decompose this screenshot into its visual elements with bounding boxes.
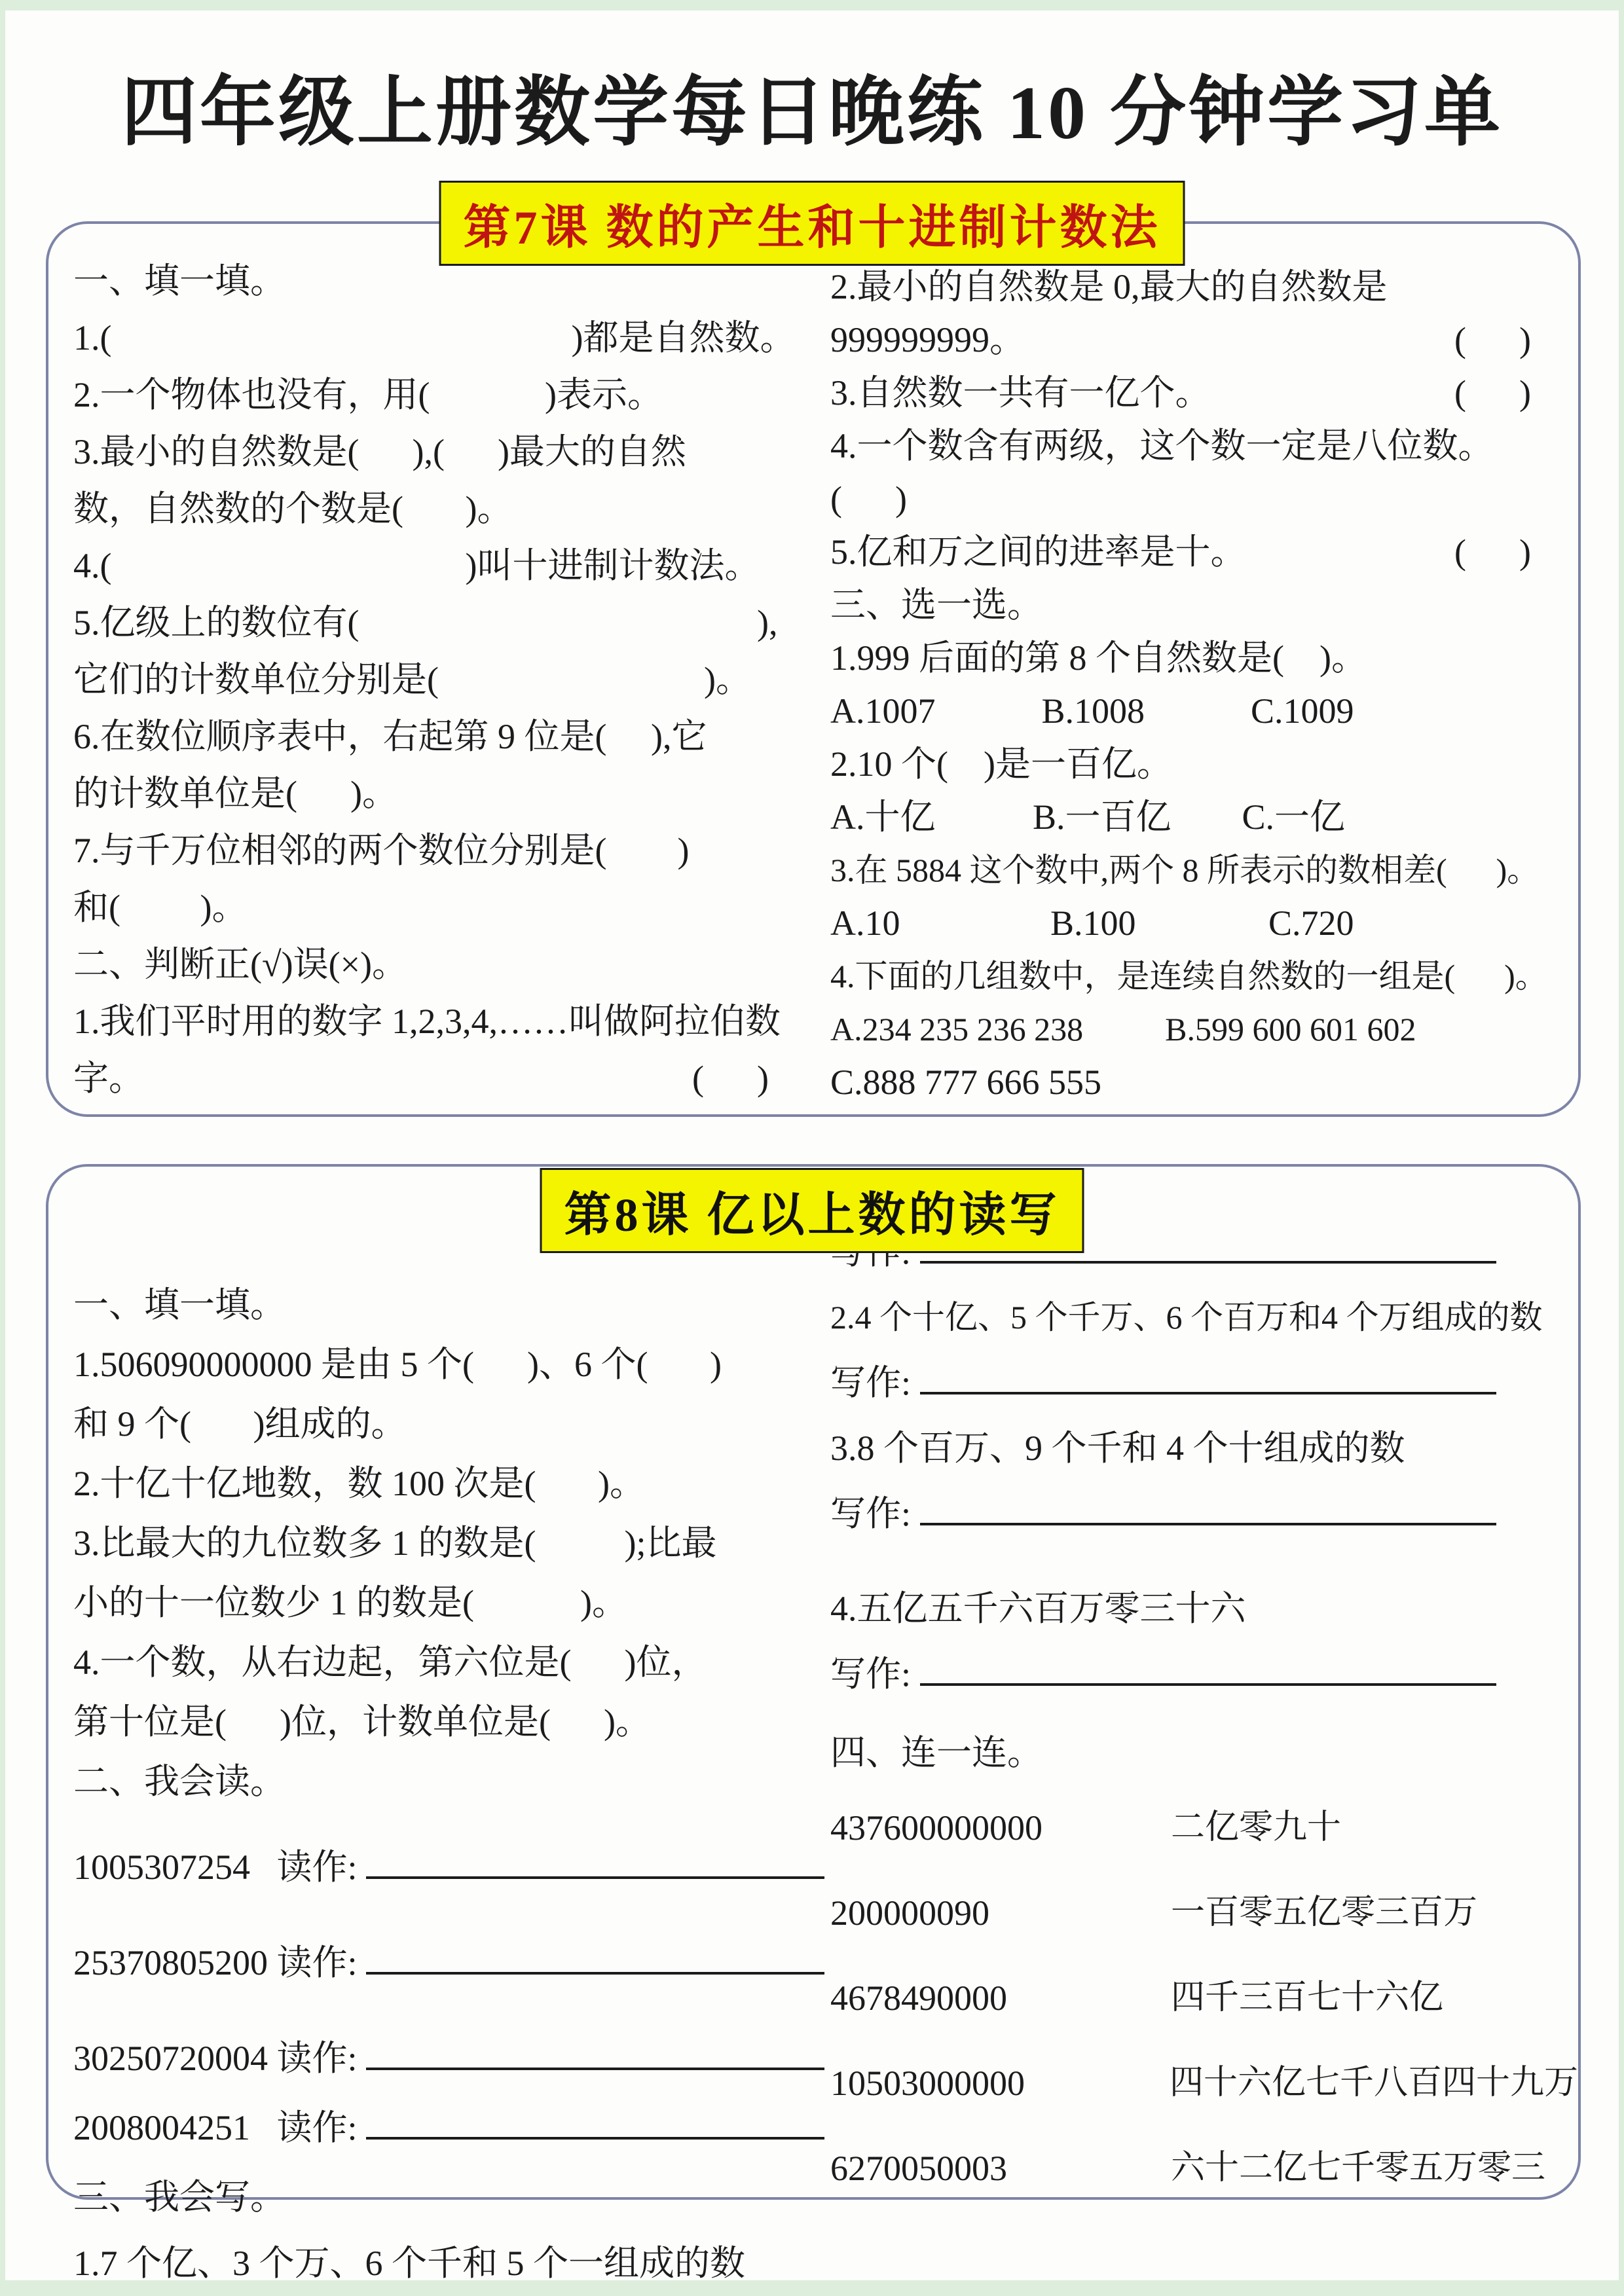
worksheet-line [830,1481,1578,1546]
text-run: 2.4 个十亿、5 个千万、6 个百万和4 个万组成的数 [830,1299,1543,1336]
worksheet-line [830,950,1577,1003]
text-run: 写作: [830,1494,920,1533]
worksheet-line [73,1838,815,1897]
worksheet-line [830,261,1577,314]
worksheet-line [73,2029,815,2088]
text-run: 4.( )叫十进制计数法。 [73,546,760,585]
worksheet-line [73,765,815,822]
text-run: 一、填一填。 [73,1285,286,1324]
answer-blank [366,1846,824,1879]
worksheet-line [830,473,1577,526]
worksheet-line [830,1350,1578,1415]
text-run: 7.与千万位相邻的两个数位分别是( ) [73,831,690,870]
text-run: A.234 235 236 238 B.599 600 601 602 [830,1011,1416,1048]
worksheet-line [73,1394,815,1454]
lesson8-right-column [830,1219,1578,2201]
text-run: 4.一个数含有两级，这个数一定是八位数。 [830,426,1494,465]
worksheet-line [73,538,815,594]
worksheet-line [830,685,1577,738]
text-run: C.888 777 666 555 [830,1063,1102,1102]
text-run: 字。 [73,1059,144,1098]
worksheet-line [73,1275,815,1335]
worksheet-line [73,1692,815,1752]
lesson7-header: 第7课 数的产生和十进制计数法 [439,181,1185,266]
match-number: 6270050003 [830,2149,1007,2188]
match-row [830,1795,1578,1861]
text-run: 小的十一位数少 1 的数是( )。 [73,1583,627,1622]
text-run: A.十亿 B.一百亿 C.一亿 [830,797,1346,837]
text-run: 999999999。 [830,320,1025,359]
lesson8-left-column [73,1275,815,2293]
text-run: 4.一个数，从右边起，第六位是( )位， [73,1643,707,1682]
worksheet-line [73,879,815,936]
text-run: 2008004251 读作: [73,2108,367,2147]
text-run: 5.亿和万之间的进率是十。 [830,532,1246,572]
worksheet-line [73,310,815,367]
text-run: 它们的计数单位分别是( )。 [73,660,751,699]
match-label: 四千三百七十六亿 [1171,1979,1444,2016]
text-run: 一、填一填。 [73,261,286,301]
worksheet-line [73,993,815,1050]
worksheet-line [73,1050,815,1107]
text-run: A.10 B.100 C.720 [830,903,1354,943]
worksheet-line [73,1933,815,1993]
worksheet-line [830,1003,1577,1056]
text-run: 4.五亿五千六百万零三十六 [830,1589,1246,1628]
worksheet-line [73,1335,815,1394]
text-run: 第十位是( )位，计数单位是( )。 [73,1702,651,1741]
worksheet-line [73,481,815,538]
worksheet-line [73,594,815,651]
worksheet-line [73,1514,815,1573]
worksheet-line [830,314,1577,367]
worksheet-line [830,1285,1578,1350]
answer-blank [366,2037,824,2070]
text-run: 1.( )都是自然数。 [73,318,796,357]
text-run: 数，自然数的个数是( )。 [73,489,513,528]
worksheet-line [830,526,1577,579]
text-run: 1.我们平时用的数字 1,2,3,4,……叫做阿拉伯数 [73,1002,781,1041]
match-label: 二亿零九十 [1171,1809,1342,1846]
text-run: 和( )。 [73,888,248,927]
text-run: 2.10 个( )是一百亿。 [830,744,1172,784]
text-run: 1.506090000000 是由 5 个( )、6 个( ) [73,1345,722,1384]
text-run: 25370805200 读作: [73,1943,367,1982]
text-run: 3.在 5884 这个数中,两个 8 所表示的数相差( )。 [830,852,1540,888]
match-row [830,1880,1578,1946]
match-label: 一百零五亿零三百万 [1171,1894,1478,1931]
text-run: 1.999 后面的第 8 个自然数是( )。 [830,638,1367,678]
answer-parens: ( ) [1454,320,1531,359]
worksheet-line [830,632,1577,685]
worksheet-line [73,651,815,708]
text-run: 二、判断正(√)误(×)。 [73,945,408,984]
text-run: 4.下面的几组数中，是连续自然数的一组是( )。 [830,958,1548,994]
text-run: 和 9 个( )组成的。 [73,1404,407,1444]
worksheet-line [830,420,1577,473]
text-run: 5.亿级上的数位有( ), [73,603,778,642]
match-row [830,2050,1578,2116]
worksheet-line [73,2234,815,2293]
text-run: 三、我会写。 [73,2178,286,2217]
worksheet-line [830,844,1577,897]
worksheet-line [73,1633,815,1692]
worksheet-line [73,367,815,424]
match-row [830,1965,1578,2031]
match-row [830,2136,1578,2201]
answer-parens: ( ) [1454,532,1531,572]
worksheet-line [73,1752,815,1812]
text-run: A.1007 B.1008 C.1009 [830,691,1354,731]
lesson7-right-column [830,261,1577,1109]
answer-blank [920,1653,1496,1686]
text-run: 2.一个物体也没有，用( )表示。 [73,375,663,414]
answer-blank [366,1942,824,1975]
worksheet-line [830,1720,1578,1785]
answer-blank [920,1493,1496,1525]
text-run: 写作: [830,1654,920,1694]
text-run: 3.8 个百万、9 个千和 4 个十组成的数 [830,1429,1405,1468]
worksheet-line [830,738,1577,791]
worksheet-line [73,424,815,481]
match-number: 4678490000 [830,1978,1007,2018]
text-run: 3.最小的自然数是( ),( )最大的自然 [73,432,686,471]
text-run: 1005307254 读作: [73,1848,367,1887]
match-label: 四十六亿七千八百四十九万 [1169,2064,1578,2102]
text-run: 3.比最大的九位数多 1 的数是( );比最 [73,1523,717,1563]
worksheet-line [73,822,815,879]
text-run: 30250720004 读作: [73,2039,367,2078]
text-run: 三、选一选。 [830,585,1043,625]
lesson7-left-column [73,253,815,1107]
answer-parens: ( ) [1454,373,1531,412]
text-run: 二、我会读。 [73,1762,286,1801]
worksheet-line [830,791,1577,844]
match-number: 437600000000 [830,1808,1043,1848]
answer-blank [920,1362,1496,1394]
answer-blank [366,2107,824,2140]
worksheet-line [830,367,1577,420]
worksheet-line [73,1454,815,1514]
text-run: 6.在数位顺序表中，右起第 9 位是( ),它 [73,717,707,756]
worksheet-line [73,2168,815,2227]
worksheet-line [830,1641,1578,1707]
match-label: 六十二亿七千零五万零三 [1171,2149,1546,2187]
lesson8-header: 第8课 亿以上数的读写 [540,1168,1084,1253]
text-run: 写作: [830,1363,920,1402]
answer-parens: ( ) [830,479,907,519]
text-run: 2.十亿十亿地数，数 100 次是( )。 [73,1464,645,1503]
match-number: 200000090 [830,1893,989,1933]
worksheet-line [73,2098,815,2158]
text-run: 3.自然数一共有一亿个。 [830,373,1211,412]
worksheet-line [830,1576,1578,1641]
worksheet-line [73,936,815,993]
worksheet-line [830,897,1577,950]
page-title: 四年级上册数学每日晚练 10 分钟学习单 [121,71,1503,155]
worksheet-line [830,1415,1578,1481]
text-run: 的计数单位是( )。 [73,774,397,813]
worksheet-line [830,1056,1577,1109]
answer-parens: ( ) [692,1059,769,1098]
text-run: 四、连一连。 [830,1733,1043,1772]
worksheet-line [73,1573,815,1633]
worksheet-line [73,708,815,765]
worksheet-line [830,579,1577,632]
text-run: 2.最小的自然数是 0,最大的自然数是 [830,267,1388,306]
match-number: 10503000000 [830,2064,1025,2103]
text-run: 1.7 个亿、3 个万、6 个千和 5 个一组成的数 [73,2244,745,2283]
